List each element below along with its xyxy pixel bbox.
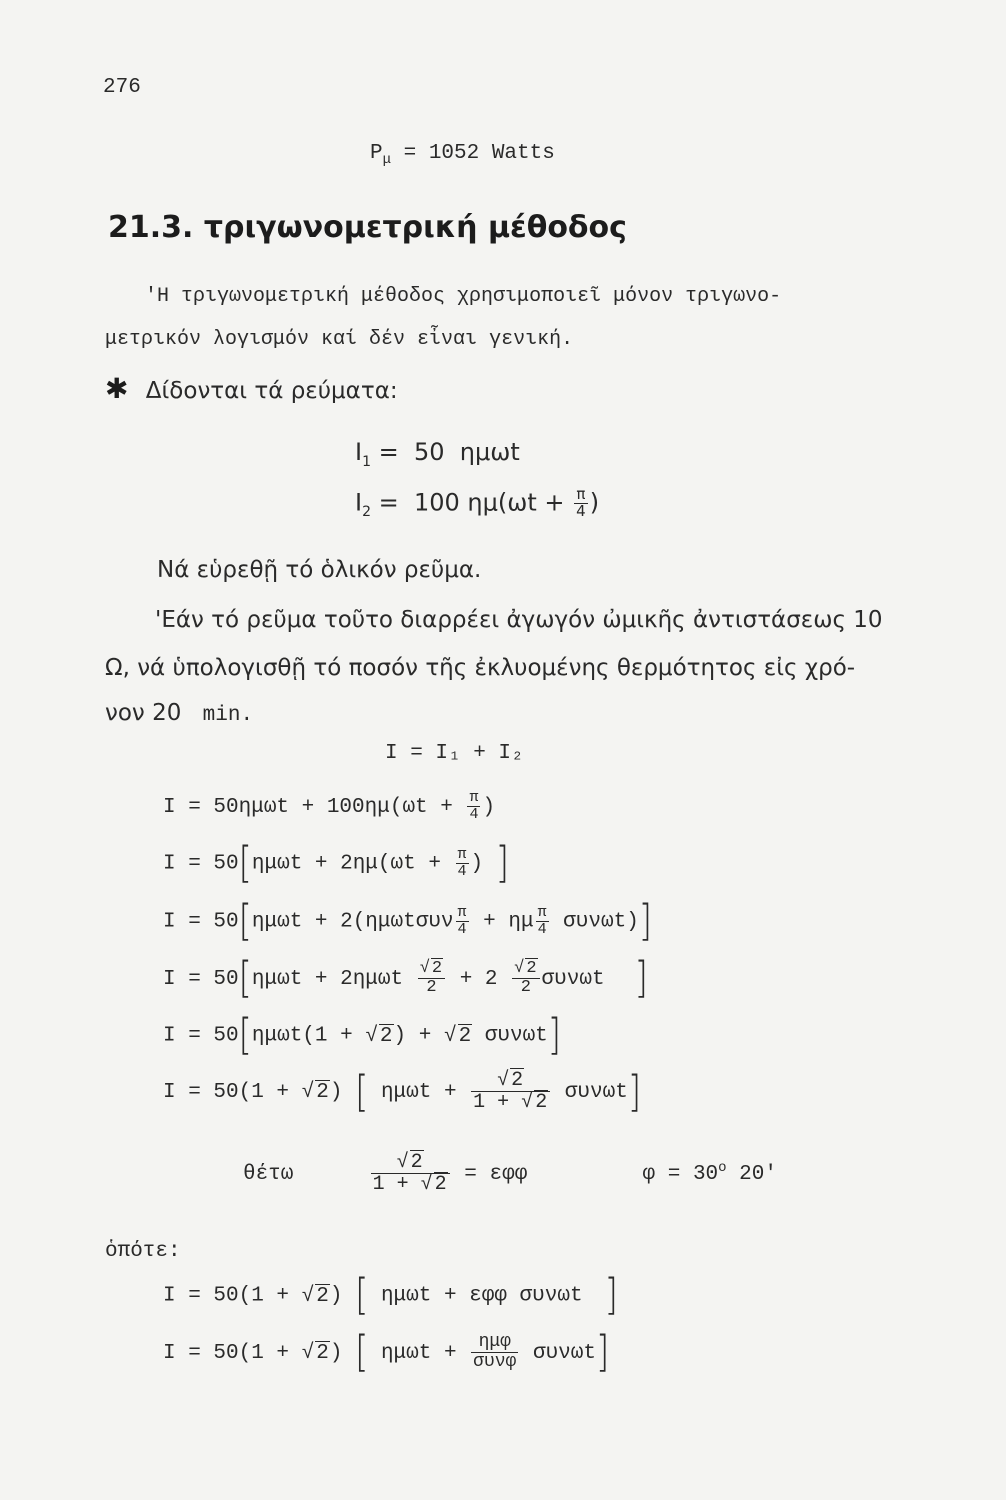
result-value: = 1052 Watts	[391, 142, 555, 165]
sqrt-symbol: √ 2	[420, 1173, 447, 1196]
sqrt-radicand: 2	[535, 1091, 548, 1114]
eq2-numerator: π	[457, 845, 467, 863]
result-subscript: μ	[382, 152, 392, 169]
phi-minutes: 20'	[726, 1163, 777, 1187]
eq3-part-a: I = 50	[163, 910, 239, 934]
substitution-denominator-a: 1 +	[372, 1173, 421, 1196]
bracket-close: ]	[547, 1010, 562, 1060]
sqrt-symbol: √ 2	[521, 1091, 548, 1114]
final1-part-a: I = 50(1 +	[163, 1284, 302, 1308]
sqrt-symbol: √ 2	[396, 1151, 423, 1174]
eq4-denominator-1: 2	[426, 977, 437, 997]
substitution-denominator	[371, 1174, 450, 1195]
final2-part-d: συνωt	[520, 1341, 596, 1365]
equation-4	[163, 953, 648, 1004]
given-i2	[355, 487, 599, 520]
result-line	[370, 142, 555, 168]
page-number: 276	[103, 76, 141, 99]
section-number: 21.3.	[108, 210, 194, 245]
eq6-part-b: )	[329, 1081, 343, 1105]
sqrt-radicand: 2	[511, 1069, 524, 1092]
eq3-numerator-1: π	[457, 903, 467, 921]
equation-1	[163, 790, 495, 823]
substitution-fraction	[371, 1152, 450, 1195]
eq3-fraction-1	[456, 905, 469, 938]
eq1-numerator: π	[469, 789, 479, 806]
sqrt-radicand: 2	[316, 1341, 329, 1365]
eq2-part-a: I = 50	[163, 852, 239, 876]
final2-part-c: ημωt +	[380, 1341, 470, 1365]
eq5-part-d: συνωt	[472, 1024, 548, 1048]
eq3-part-c: + ημ	[470, 910, 534, 934]
sqrt-symbol: √2	[301, 1341, 329, 1365]
bracket-close: ]	[634, 953, 648, 1004]
final2-part-a: I = 50(1 +	[163, 1341, 302, 1365]
problem-line-4-a: νον 20	[105, 700, 182, 726]
eq6-numerator	[471, 1070, 550, 1092]
sqrt-symbol: √ 2	[497, 1069, 524, 1092]
eq6-fraction	[471, 1070, 550, 1113]
given-i1	[355, 438, 520, 470]
bracket-close: ]	[604, 1270, 618, 1320]
equation-2	[163, 838, 510, 888]
substitution-equals: = εφφ	[451, 1163, 528, 1187]
eq1-fraction	[467, 790, 480, 823]
problem-line-1: Νά εὑρεθῇ τό ὁλικόν ρεῦμα.	[157, 557, 482, 583]
eq1-denominator: 4	[469, 805, 479, 823]
eq2-denominator: 4	[457, 862, 467, 880]
eq3-denominator-2: 4	[537, 920, 547, 938]
equation-3	[163, 896, 653, 946]
eq4-numerator-2	[512, 960, 539, 979]
i1-subscript: 1	[362, 453, 371, 470]
sqrt-symbol: √2	[443, 1024, 472, 1048]
eq6-denominator-a: 1 +	[473, 1091, 522, 1114]
sqrt-symbol: √ 2	[419, 959, 443, 978]
sqrt-radicand: 2	[316, 1081, 329, 1105]
i2-subscript: 2	[362, 504, 371, 521]
eq4-fraction-1	[418, 960, 445, 997]
final2-numerator: ημφ	[471, 1333, 518, 1353]
eq2-part-b: ημωt + 2ημ(ωt +	[251, 852, 454, 876]
eq4-numerator-1	[418, 960, 445, 979]
sqrt-symbol: √2	[301, 1284, 329, 1308]
fraction-numerator: π	[574, 487, 588, 504]
substitution-label: θέτω	[243, 1163, 294, 1187]
bracket-open: [	[238, 953, 252, 1004]
result-symbol: P	[370, 142, 383, 165]
eq6-part-a: I = 50(1 +	[163, 1081, 302, 1105]
final2-denominator: συνφ	[473, 1351, 517, 1372]
substitution	[243, 1152, 777, 1195]
bracket-close: ]	[495, 838, 510, 888]
intro-line-1: 'Η τριγωνομετρική μέθοδος χρησιμοποιεῖ μόνον τριγωνο-	[145, 285, 782, 308]
bracket-open: [	[238, 896, 252, 946]
bracket-open: [	[355, 1327, 369, 1378]
eq3-fraction-2	[536, 905, 549, 938]
section-title: τριγωνομετρική μέθοδος	[203, 210, 627, 245]
i2-expression: = 100 ημ(ωt +	[371, 488, 573, 517]
sqrt-radicand: 2	[434, 1173, 447, 1196]
problem-line-4	[105, 700, 253, 727]
star-icon: ✱	[105, 372, 129, 405]
bracket-open: [	[355, 1066, 369, 1117]
eq5-part-c: ) +	[393, 1024, 444, 1048]
sqrt-radicand: 2	[431, 959, 443, 978]
equation-5	[163, 1010, 562, 1060]
eq4-fraction-2	[512, 960, 539, 997]
problem-line-2: 'Εάν τό ρεῦμα τοῦτο διαρρέει ἀγωγόν ὠμικῆς ἀντιστάσεως 10	[155, 607, 883, 633]
eq3-part-b: ημωt + 2(ημωtσυν	[251, 910, 454, 934]
bracket-close: ]	[638, 896, 653, 946]
sqrt-symbol: √2	[365, 1024, 393, 1048]
eq4-part-a: I = 50	[163, 967, 239, 991]
degree-mark: o	[718, 1160, 727, 1177]
eq3-denominator-1: 4	[457, 920, 467, 938]
final2-fraction	[471, 1333, 518, 1372]
final-equation-2	[163, 1327, 610, 1378]
eq4-part-d: συνωt	[541, 967, 605, 991]
intro-line-2: μετρικόν λογισμόν καί δέν εἶναι γενική.	[105, 328, 574, 351]
eq4-part-b: ημωt + 2ημωt	[251, 967, 416, 991]
i1-expression: = 50 ημωt	[371, 438, 520, 466]
eq5-part-a: I = 50	[163, 1024, 239, 1048]
phi-value: φ = 30	[642, 1163, 719, 1187]
final2-part-b: )	[329, 1341, 343, 1365]
bracket-close: ]	[596, 1327, 610, 1378]
final1-part-c: ημωt + εφφ συνωt	[380, 1284, 583, 1308]
equation-6	[163, 1066, 642, 1117]
eq3-part-d: συνωt)	[550, 910, 639, 934]
bracket-open: [	[238, 838, 252, 888]
eq2-part-c: )	[470, 852, 484, 876]
given-label: Δίδονται τά ρεύματα:	[145, 378, 398, 404]
i1-symbol: I	[355, 438, 363, 466]
bracket-open: [	[355, 1270, 369, 1320]
final1-part-b: )	[329, 1284, 343, 1308]
fraction-pi-over-4	[574, 487, 588, 520]
i2-close: )	[589, 488, 600, 517]
section-heading	[108, 210, 627, 245]
substitution-numerator	[371, 1152, 450, 1174]
bracket-close: ]	[627, 1066, 642, 1117]
problem-line-3: Ω, νά ὑπολογισθῇ τό ποσόν τῆς ἐκλυομένης θερμότητος εἰς χρό-	[105, 655, 856, 681]
final-equation-1	[163, 1270, 618, 1320]
i2-symbol: I	[355, 488, 363, 517]
then-label: ὁπότε:	[105, 1240, 181, 1263]
sqrt-radicand: 2	[526, 959, 537, 978]
eq6-part-d: συνωt	[552, 1081, 628, 1105]
eq1-part-a: I = 50ημωt + 100ημ(ωt +	[163, 795, 466, 819]
eq2-fraction	[456, 847, 469, 880]
eq3-numerator-2: π	[537, 903, 547, 921]
eq6-part-c: ημωt +	[380, 1081, 470, 1105]
eq4-denominator-2: 2	[520, 977, 531, 997]
sqrt-radicand: 2	[458, 1024, 472, 1048]
sqrt-radicand: 2	[410, 1151, 423, 1174]
eq5-part-b: ημωt(1 +	[251, 1024, 366, 1048]
sqrt-radicand: 2	[379, 1024, 393, 1048]
sqrt-symbol: √2	[301, 1081, 329, 1105]
eq1-part-b: )	[482, 795, 496, 819]
eq4-part-c: + 2	[447, 967, 511, 991]
sqrt-radicand: 2	[316, 1284, 329, 1308]
sqrt-symbol: √ 2	[514, 959, 537, 978]
equation-0: I = I₁ + I₂	[385, 742, 524, 765]
fraction-denominator: 4	[576, 501, 586, 520]
given-label-row	[105, 372, 398, 405]
problem-line-4-unit: min.	[202, 704, 254, 727]
bracket-open: [	[238, 1010, 252, 1060]
eq6-denominator	[471, 1092, 550, 1113]
